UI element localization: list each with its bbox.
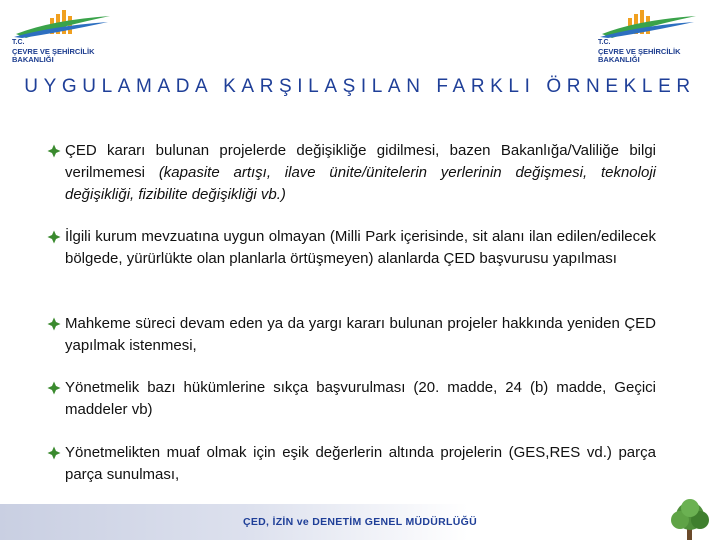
bullet-item: [47, 377, 656, 421]
logo-line-tc: T.C.: [12, 39, 25, 46]
diamond-bullet-icon: [47, 446, 61, 460]
logo-text: [12, 39, 112, 65]
bullet-text-line: Bakanlığa/Valiliğe bilgi verilmemesi: [65, 142, 657, 181]
footer-text: ÇED, İZİN ve DENETİM GENEL MÜDÜRLÜĞÜ: [242, 516, 478, 528]
bullet-text: Yönetmelik bazı hükümlerine sıkça başvurulması (20. madde, 24 (b) madde, Geçici maddeler vb): [65, 379, 656, 418]
bullet-text: İlgili kurum mevzuatına uygun olmayan (Milli Park içerisinde, sit alanı ilan edilen/edilecek bölgede, yürürlükte olan planlarla örtüşmeyen) alanlarda ÇED başvurusu yapılması: [65, 228, 656, 267]
logo-line-bakanlik: BAKANLIĞI: [598, 55, 640, 64]
bullet-item: [47, 442, 656, 486]
bullet-item: [47, 313, 656, 357]
bullet-item: [47, 140, 656, 206]
bullet-italic-text: (kapasite artışı, ilave ünite/ünitelerin yerlerinin değişmesi, teknoloji değişikliği, fizibilite değişikliği vb.): [65, 164, 656, 203]
bullet-text: [65, 140, 656, 206]
tree-icon: [660, 498, 720, 540]
logo-text: [598, 39, 698, 65]
ministry-logo-icon: [12, 8, 112, 38]
ministry-logo-right: [598, 8, 698, 65]
bullet-item: [47, 226, 656, 270]
bullet-text-line: ÇED kararı bulunan projelerde değişikliğe gidilmesi, bazen: [65, 142, 491, 159]
slide-title: UYGULAMADA KARŞILAŞILAN FARKLI ÖRNEKLER: [24, 76, 696, 97]
bullet-text: Mahkeme süreci devam eden ya da yargı kararı bulunan projeler hakkında yeniden ÇED yapılmak istenmesi,: [65, 315, 656, 354]
bullet-text: Yönetmelikten muaf olmak için eşik değerlerin altında projelerin (GES,RES vd.) parça parça sunulması,: [65, 444, 656, 483]
logo-line-tc: T.C.: [598, 39, 611, 46]
ministry-logo-left: [12, 8, 112, 65]
logo-line-bakanlik: BAKANLIĞI: [12, 55, 54, 64]
diamond-bullet-icon: [47, 144, 61, 158]
logo-line-ministry: ÇEVRE VE ŞEHİRCİLİK: [598, 46, 681, 56]
diamond-bullet-icon: [47, 317, 61, 331]
diamond-bullet-icon: [47, 230, 61, 244]
logo-line-ministry: ÇEVRE VE ŞEHİRCİLİK: [12, 46, 95, 56]
ministry-logo-icon: [598, 8, 698, 38]
diamond-bullet-icon: [47, 381, 61, 395]
